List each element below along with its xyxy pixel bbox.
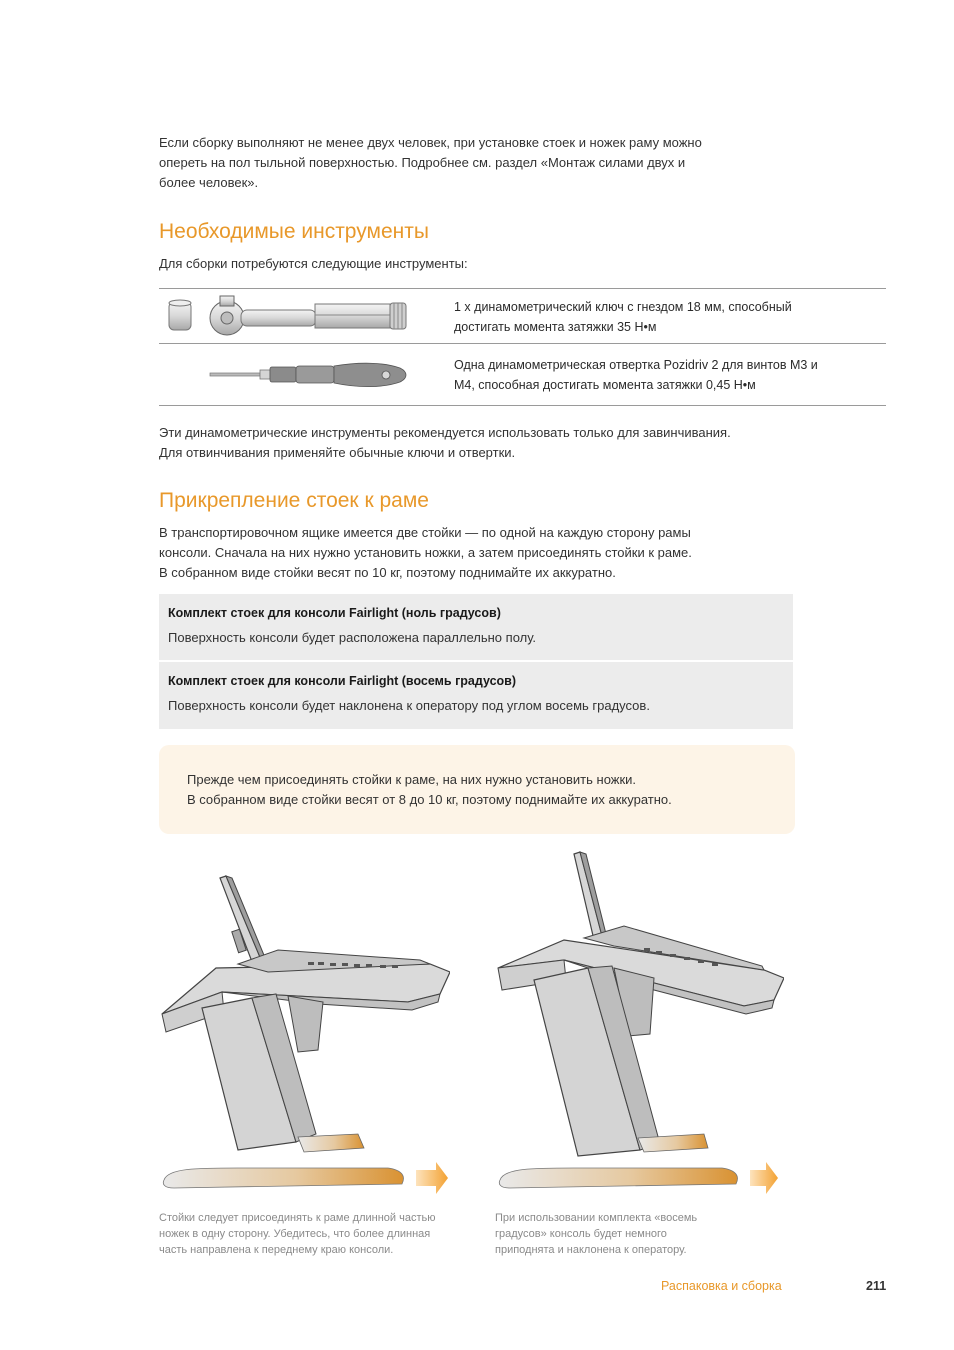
- kit-description: Поверхность консоли будет наклонена к оператору под углом восемь градусов.: [168, 698, 650, 713]
- tool-description: [454, 355, 874, 395]
- kit-box-zero-degree: [159, 594, 793, 660]
- caption-line: часть направлена к переднему краю консоли.: [159, 1244, 394, 1256]
- paragraph-line: консоли. Сначала на них нужно установить ножки, а затем присоединять стойки к раме.: [159, 545, 692, 560]
- paragraph-line: В транспортировочном ящике имеется две стойки — по одной на каждую сторону рамы: [159, 525, 691, 540]
- tools-heading: Необходимые инструменты: [159, 220, 429, 243]
- legs-paragraph: [159, 523, 859, 583]
- intro-paragraph: [159, 133, 859, 193]
- kit-title: Комплект стоек для консоли Fairlight (ноль градусов): [168, 606, 501, 620]
- tool-line: 1 х динамометрический ключ с гнездом 18 мм, способный: [454, 300, 792, 314]
- torque-screwdriver-icon: [208, 360, 408, 390]
- figure-caption: [495, 1210, 795, 1258]
- tool-line: достигать момента затяжки 35 Н•м: [454, 320, 657, 334]
- table-rule-top: [159, 288, 886, 289]
- paragraph-line: Эти динамометрические инструменты рекомендуется использовать только для завинчивания.: [159, 425, 731, 440]
- tools-usage-paragraph: [159, 423, 859, 463]
- console-zero-degree-illustration: [158, 872, 450, 1197]
- torque-wrench-icon: [165, 294, 415, 338]
- tool-line: M4, способная достигать момента затяжки 0,45 Н•м: [454, 378, 756, 392]
- caption-line: Стойки следует присоединять к раме длинной частью: [159, 1212, 436, 1224]
- table-rule-bottom: [159, 405, 886, 406]
- caption-line: приподнята и наклонена к оператору.: [495, 1244, 687, 1256]
- tool-line: Одна динамометрическая отвертка Pozidriv 2 для винтов M3 и: [454, 358, 818, 372]
- note-box: [159, 745, 795, 834]
- note-text: [187, 770, 787, 810]
- note-line: В собранном виде стойки весят от 8 до 10 кг, поэтому поднимайте их аккуратно.: [187, 792, 672, 807]
- page-number: 211: [866, 1279, 887, 1293]
- paragraph-line: Для отвинчивания применяйте обычные ключи и отвертки.: [159, 445, 516, 460]
- caption-line: ножек в одну сторону. Убедитесь, что более длинная: [159, 1228, 431, 1240]
- intro-line: опереть на пол тыльной поверхностью. Подробнее см. раздел «Монтаж силами двух и: [159, 155, 686, 170]
- table-rule-middle: [159, 343, 886, 344]
- figure-caption: [159, 1210, 489, 1258]
- legs-heading: Прикрепление стоек к раме: [159, 489, 429, 512]
- caption-line: градусов» консоль будет немного: [495, 1228, 667, 1240]
- footer-section-name: Распаковка и сборка: [661, 1279, 782, 1293]
- kit-box-eight-degree: [159, 662, 793, 729]
- intro-line: более человек».: [159, 175, 259, 190]
- kit-title: Комплект стоек для консоли Fairlight (восемь градусов): [168, 674, 517, 688]
- intro-line: Если сборку выполняют не менее двух человек, при установке стоек и ножек раму можно: [159, 135, 702, 150]
- tools-lead: Для сборки потребуются следующие инструменты:: [159, 256, 468, 271]
- paragraph-line: В собранном виде стойки весят по 10 кг, поэтому поднимайте их аккуратно.: [159, 565, 616, 580]
- caption-line: При использовании комплекта «восемь: [495, 1212, 698, 1224]
- note-line: Прежде чем присоединять стойки к раме, на них нужно установить ножки.: [187, 772, 637, 787]
- tool-description: [454, 297, 874, 337]
- kit-description: Поверхность консоли будет расположена параллельно полу.: [168, 630, 537, 645]
- console-eight-degree-illustration: [494, 850, 784, 1197]
